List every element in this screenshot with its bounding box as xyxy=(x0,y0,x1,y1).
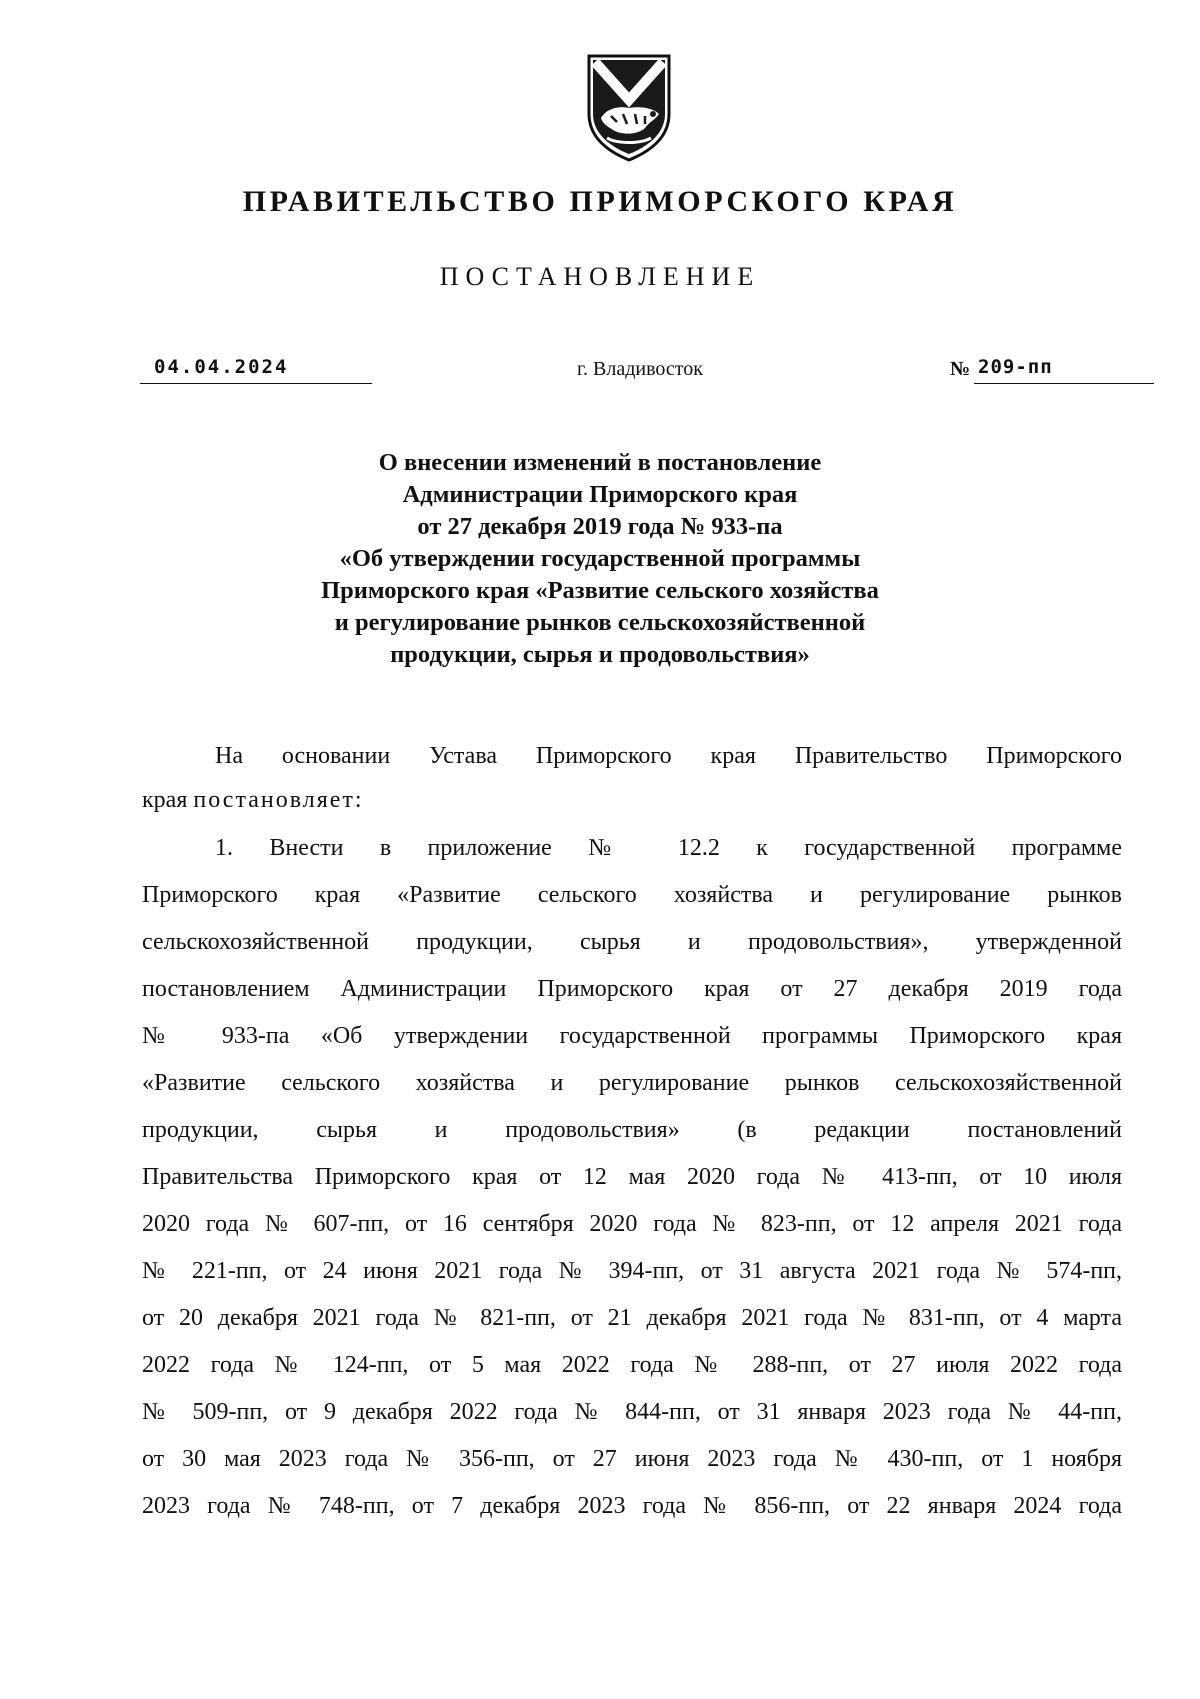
title-line: от 27 декабря 2019 года № 933-па xyxy=(417,513,783,540)
body-line: 2023 года № 748-пп, от 7 декабря 2023 года № 856-пп, от 22 января 2024 года xyxy=(142,1493,1122,1519)
body-line: Приморского края «Развитие сельского хозяйства и регулирование рынков xyxy=(142,882,1122,908)
organization-title: ПРАВИТЕЛЬСТВО ПРИМОРСКОГО КРАЯ xyxy=(242,185,958,218)
title-line: Администрации Приморского края xyxy=(402,481,798,508)
title-line: О внесении изменений в постановление xyxy=(378,449,822,476)
body-line: от 20 декабря 2021 года № 821-пп, от 21 декабря 2021 года № 831-пп, от 4 марта xyxy=(142,1305,1122,1331)
preamble-line: На основании Устава Приморского края Правительство Приморского xyxy=(215,743,1122,769)
body-line: № 221-пп, от 24 июня 2021 года № 394-пп, от 31 августа 2021 года № 574-пп, xyxy=(142,1258,1122,1284)
body-line: Правительства Приморского края от 12 мая 2020 года № 413-пп, от 10 июля xyxy=(142,1164,1122,1190)
body-line: № 933-па «Об утверждении государственной программы Приморского края xyxy=(142,1023,1122,1049)
document-date: 04.04.2024 xyxy=(140,354,372,384)
body-line: 1. Внести в приложение № 12.2 к государственной программе xyxy=(215,835,1122,861)
body-line: 2020 года № 607-пп, от 16 сентября 2020 года № 823-пп, от 12 апреля 2021 года xyxy=(142,1211,1122,1237)
document-number: 209-пп xyxy=(974,354,1154,384)
body-line: 2022 года № 124-пп, от 5 мая 2022 года № 288-пп, от 27 июля 2022 года xyxy=(142,1352,1122,1378)
preamble-line xyxy=(142,785,1122,815)
document-title xyxy=(0,447,1200,671)
document-city: г. Владивосток xyxy=(577,358,703,380)
body-line: № 509-пп, от 9 декабря 2022 года № 844-пп, от 31 января 2023 года № 44-пп, xyxy=(142,1399,1122,1425)
preamble-resolves: постановляет: xyxy=(193,787,364,813)
coat-of-arms-emblem xyxy=(583,52,675,164)
title-line: продукции, сырья и продовольствия» xyxy=(390,641,810,668)
title-line: «Об утверждении государственной программы xyxy=(339,545,861,572)
title-line: Приморского края «Развитие сельского хозяйства xyxy=(321,577,879,604)
title-line: и регулирование рынков сельскохозяйственной xyxy=(334,609,866,636)
document-number-label: № xyxy=(950,358,971,380)
document-type: ПОСТАНОВЛЕНИЕ xyxy=(439,262,761,291)
body-line: сельскохозяйственной продукции, сырья и продовольствия», утвержденной xyxy=(142,929,1122,955)
body-line: постановлением Администрации Приморского края от 27 декабря 2019 года xyxy=(142,976,1122,1002)
preamble-prefix: края xyxy=(142,787,188,813)
body-line: продукции, сырья и продовольствия» (в редакции постановлений xyxy=(142,1117,1122,1143)
body-line: от 30 мая 2023 года № 356-пп, от 27 июня 2023 года № 430-пп, от 1 ноября xyxy=(142,1446,1122,1472)
body-line: «Развитие сельского хозяйства и регулирование рынков сельскохозяйственной xyxy=(142,1070,1122,1096)
